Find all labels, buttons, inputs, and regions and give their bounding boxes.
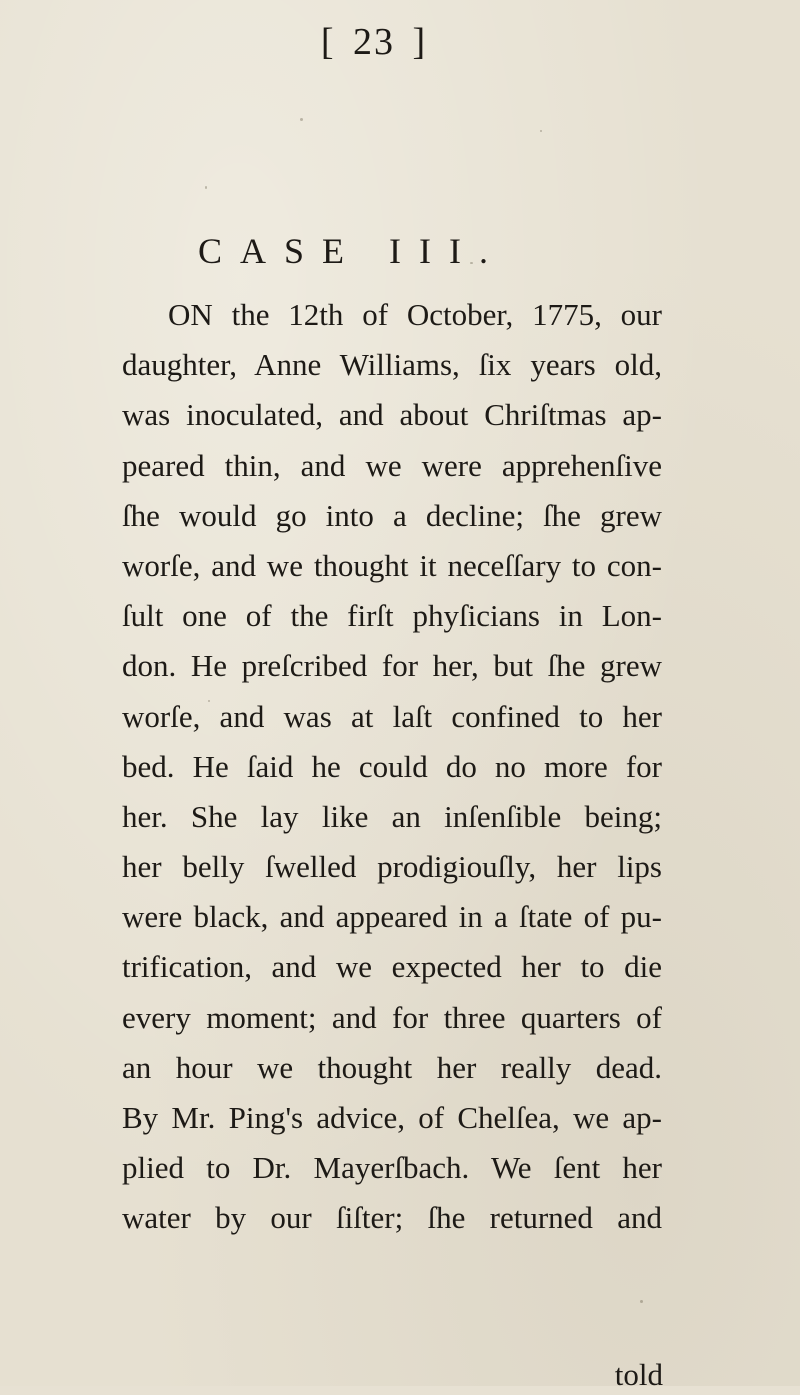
body-text (122, 290, 662, 1244)
text-line: trification, and we expected her to die (122, 949, 662, 985)
text-line: was inoculated, and about Chriſtmas ap- (122, 397, 662, 433)
text-line: worſe, and was at laſt confined to her (122, 698, 662, 734)
text-line: her. She lay like an inſenſible being; (122, 798, 662, 834)
paper-speck (640, 1300, 643, 1303)
text-line: ſhe would go into a decline; ſhe grew (122, 497, 662, 533)
text-line: an hour we thought her really dead. (122, 1049, 662, 1085)
text-line: ſult one of the firſt phyſicians in Lon- (122, 598, 662, 634)
text-line: peared thin, and we were apprehenſive (122, 447, 662, 483)
paper-speck (540, 130, 542, 132)
text-line: daughter, Anne Williams, ſix years old, (122, 347, 662, 383)
text-line: By Mr. Ping's advice, of Chelſea, we ap- (122, 1100, 662, 1135)
paper-speck (470, 262, 473, 264)
paper-speck (208, 700, 210, 702)
text-line: bed. He ſaid he could do no more for (122, 748, 662, 784)
text-line: every moment; and for three quarters of (122, 999, 662, 1035)
text-line: ON the 12th of October, 1775, our (168, 297, 662, 332)
text-line: water by our ſiſter; ſhe returned and (122, 1200, 662, 1236)
text-line: worſe, and we thought it neceſſary to con- (122, 547, 662, 583)
catchword: told (614, 1357, 663, 1392)
case-heading: CASE III. (198, 231, 506, 271)
paper-speck (205, 186, 207, 189)
text-line: don. He preſcribed for her, but ſhe grew (122, 648, 662, 684)
page-number: [ 23 ] (320, 21, 428, 63)
paper-speck (300, 118, 303, 121)
text-line: plied to Dr. Mayerſbach. We ſent her (122, 1150, 662, 1186)
text-line: her belly ſwelled prodigiouſly, her lips (122, 849, 662, 885)
text-line: were black, and appeared in a ſtate of pu- (122, 899, 662, 935)
